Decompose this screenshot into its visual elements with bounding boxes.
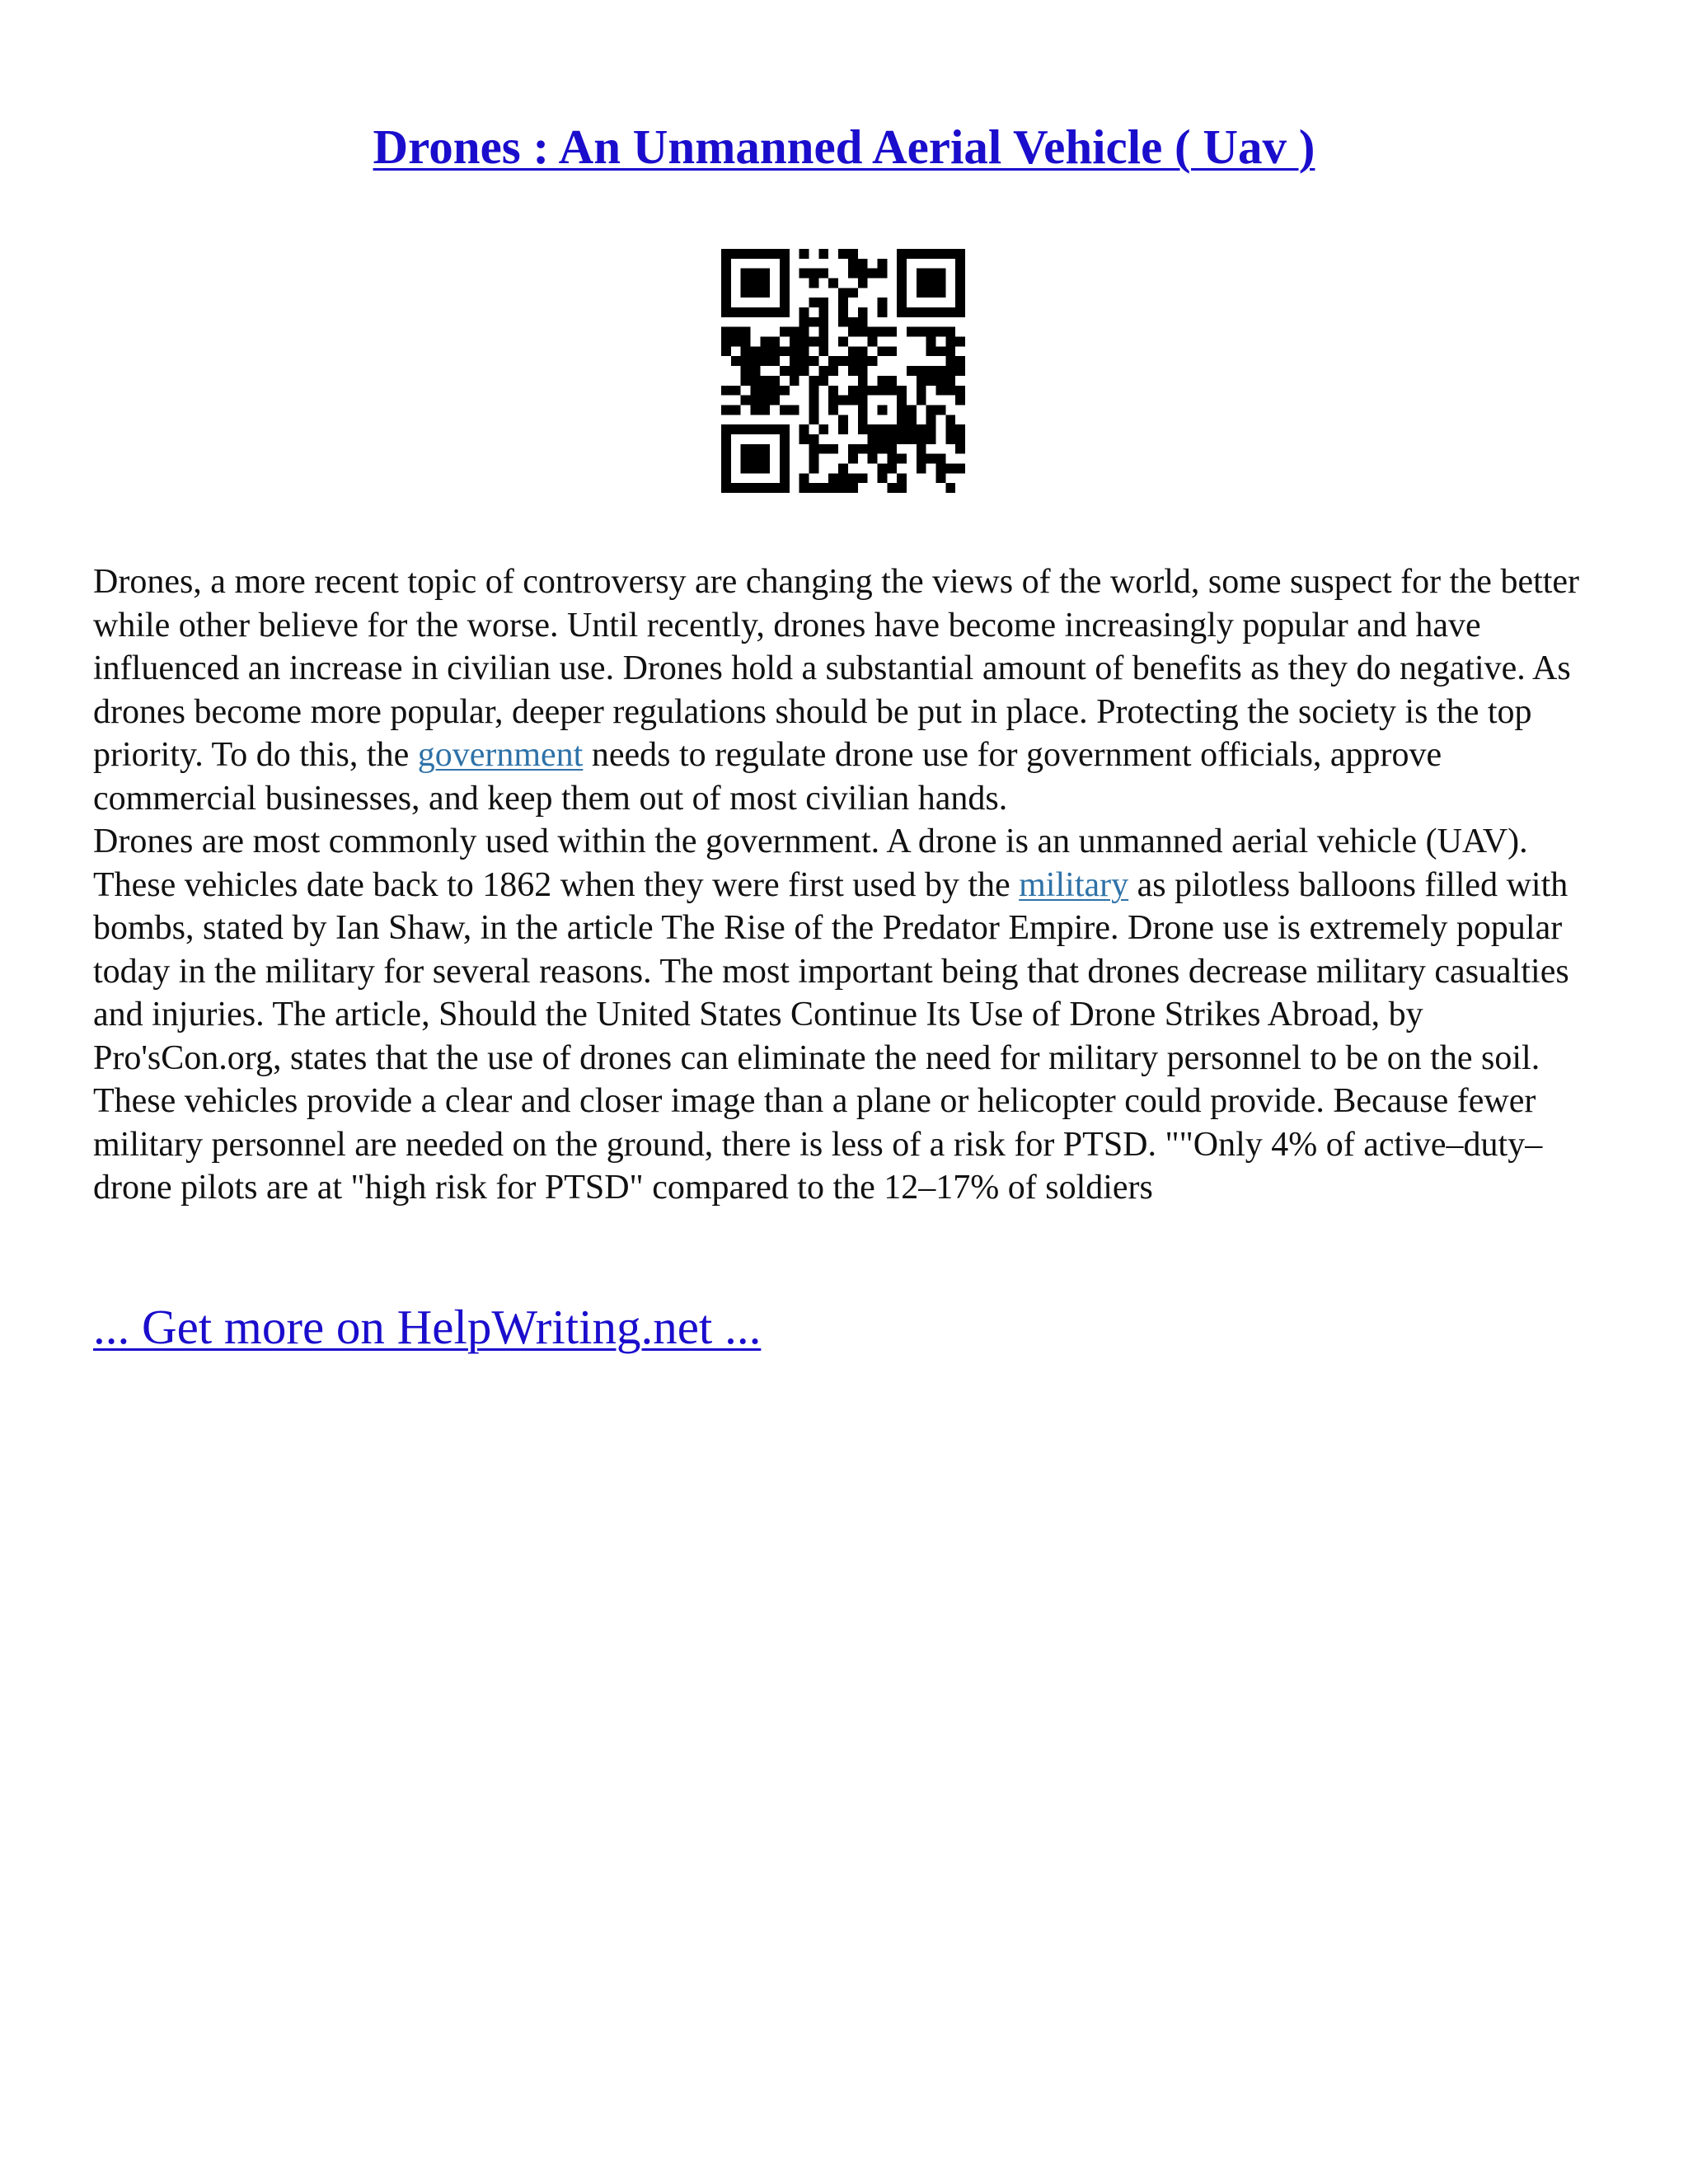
paragraph-1 [93, 560, 1601, 820]
article-body [93, 560, 1601, 1210]
paragraph-1-text-end: needs to regulate drone use for government officials, approve commercial businesses, and keep them out of most civilian hands. [93, 736, 1442, 818]
paragraph-1-text-start: Drones, a more recent topic of controversy are changing the views of the world, some suspect for the better while other believe for the worse. Until recently, drones have become increasingly popular and have influenced an increase in civilian use. Drones hold a substantial amount of benefits as they do negative. As drones become more popular, deeper regulations should be put in place. Protecting the society is the top priority. To do this, the [93, 563, 1580, 774]
paragraph-2-text-start: Drones are most commonly used within the government. A drone is an unmanned aerial vehicle (UAV). These vehicles date back to 1862 when they were first used by the [93, 823, 1528, 904]
military-link[interactable]: military [1019, 865, 1129, 904]
get-more-link[interactable]: ... Get more on HelpWriting.net ... [93, 1300, 762, 1354]
government-link[interactable]: government [417, 736, 584, 774]
page-title [0, 114, 1688, 180]
paragraph-2 [93, 820, 1601, 1210]
paragraph-2-text-end: as pilotless balloons filled with bombs, stated by Ian Shaw, in the article The Rise of the Predator Empire. Drone use is extremely popular today in the military for several reasons. The most important being that drones decrease military casualties and injuries. The article, Should the United States Continue Its Use of Drone Strikes Abroad, by Pro'sCon.org, states that the use of drones can eliminate the need for military personnel to be on the soil. These vehicles provide a clear and closer image than a plane or helicopter could provide. Because fewer military personnel are needed on the ground, there is less of a risk for PTSD. ""Only 4% of active–duty–drone pilots are at "high risk for PTSD" compared to the 12–17% of soldiers [93, 865, 1569, 1207]
more-link-container [93, 1297, 761, 1357]
title-link[interactable]: Drones : An Unmanned Aerial Vehicle ( Uav ) [373, 120, 1315, 174]
qr-code-icon [721, 249, 965, 493]
